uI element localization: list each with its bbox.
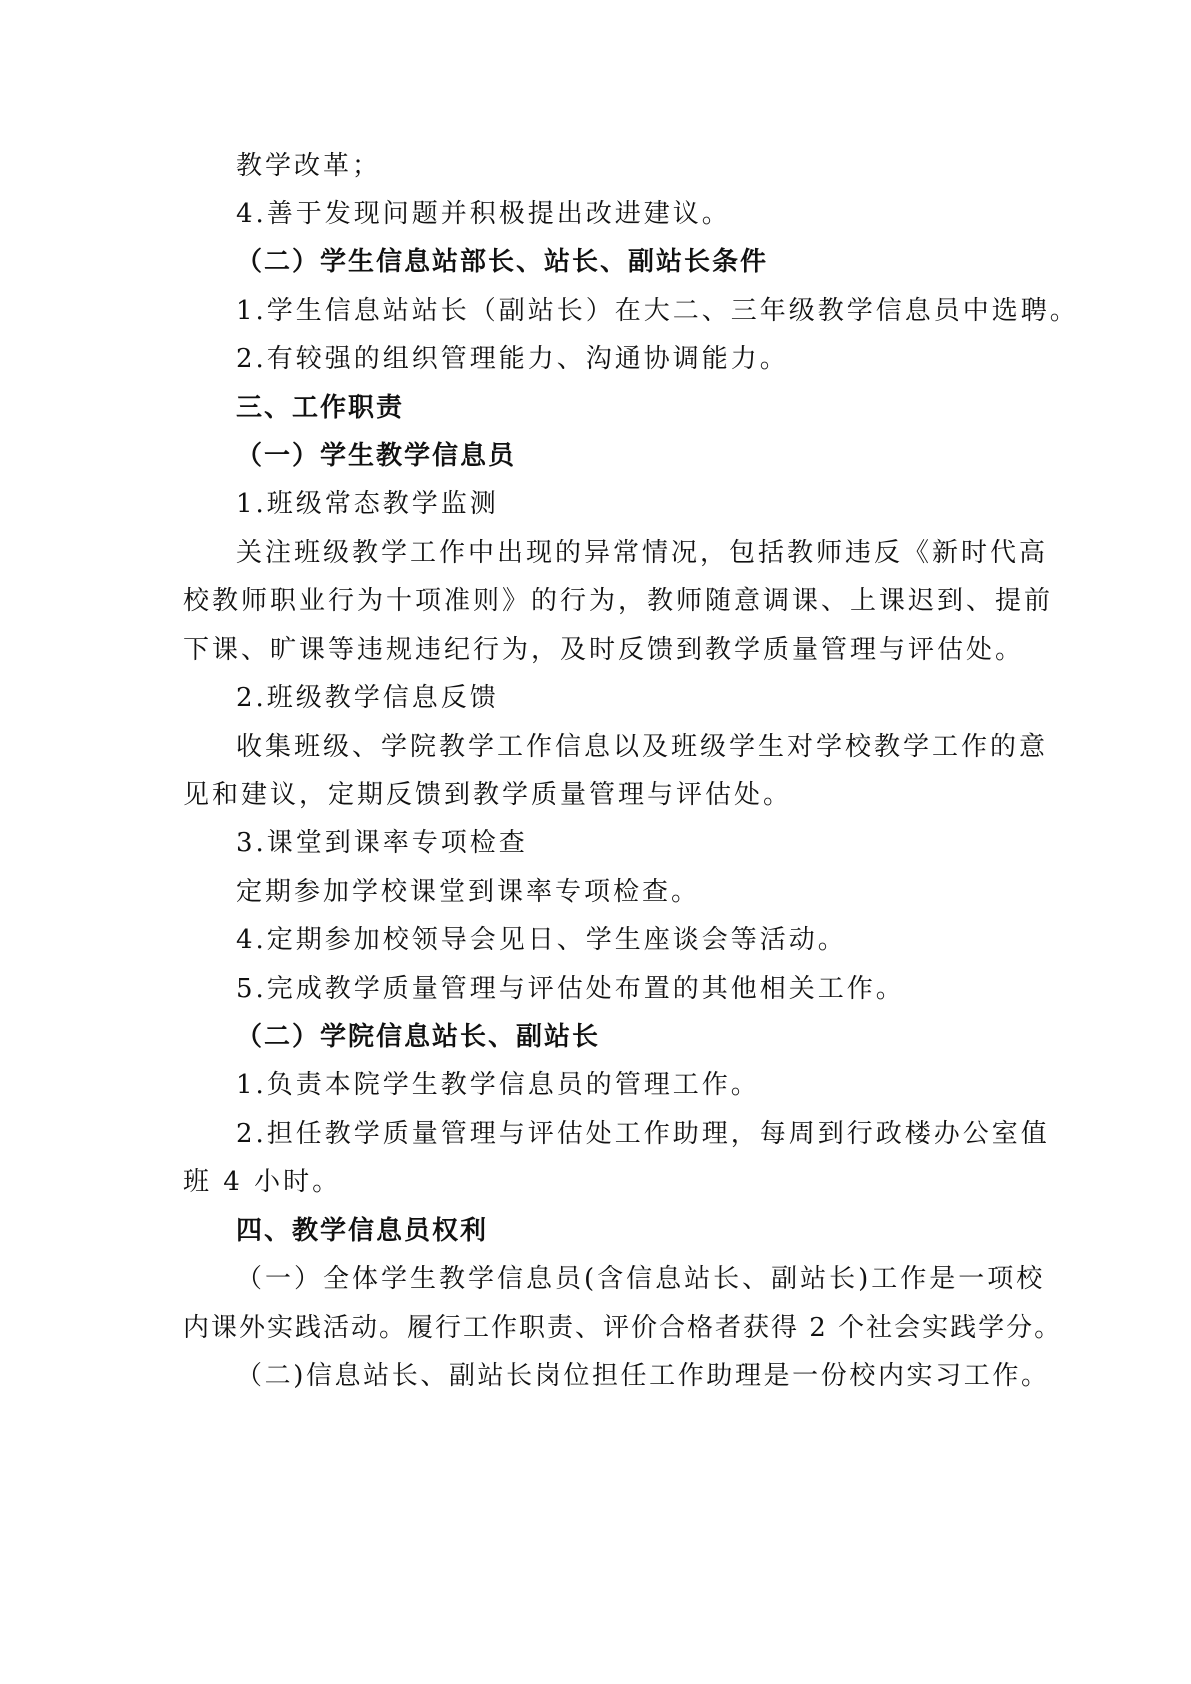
text-line: 收集班级、学院教学工作信息以及班级学生对学校教学工作的意 — [236, 732, 1049, 762]
section-heading: 四、教学信息员权利 — [236, 1216, 489, 1246]
section-heading: 三、工作职责 — [236, 393, 405, 423]
text-line: 校教师职业行为十项准则》的行为，教师随意调课、上课迟到、提前 — [183, 586, 1054, 616]
text-line: 1.班级常态教学监测 — [236, 489, 499, 519]
text-line: 4.善于发现问题并积极提出改进建议。 — [236, 199, 731, 229]
text-line: 3.课堂到课率专项检查 — [236, 828, 528, 858]
text-line: 下课、旷课等违规违纪行为，及时反馈到教学质量管理与评估处。 — [183, 635, 1025, 665]
text-line: 2.担任教学质量管理与评估处工作助理，每周到行政楼办公室值 — [236, 1119, 1050, 1149]
text-line: （一）全体学生教学信息员(含信息站长、副站长)工作是一项校 — [236, 1264, 1046, 1294]
text-line: （二)信息站长、副站长岗位担任工作助理是一份校内实习工作。 — [236, 1361, 1050, 1391]
text-line: 5.完成教学质量管理与评估处布置的其他相关工作。 — [236, 974, 905, 1004]
text-line: 2.有较强的组织管理能力、沟通协调能力。 — [236, 344, 789, 374]
text-line: 内课外实践活动。履行工作职责、评价合格者获得 2 个社会实践学分。 — [183, 1313, 1063, 1343]
text-line: 见和建议，定期反馈到教学质量管理与评估处。 — [183, 780, 793, 810]
text-line: 2.班级教学信息反馈 — [236, 683, 499, 713]
text-line: 班 4 小时。 — [183, 1167, 342, 1197]
text-line: 1.负责本院学生教学信息员的管理工作。 — [236, 1070, 760, 1100]
text-line: 定期参加学校课堂到课率专项检查。 — [236, 877, 701, 907]
section-heading: （二）学生信息站部长、站长、副站长条件 — [236, 247, 769, 277]
text-line: 关注班级教学工作中出现的异常情况，包括教师违反《新时代高 — [236, 538, 1049, 568]
section-heading: （二）学院信息站长、副站长 — [236, 1022, 601, 1052]
text-line: 1.学生信息站站长（副站长）在大二、三年级教学信息员中选聘。 — [236, 296, 1079, 326]
section-heading: （一）学生教学信息员 — [236, 441, 517, 471]
text-line: 教学改革； — [236, 151, 382, 181]
text-line: 4.定期参加校领导会见日、学生座谈会等活动。 — [236, 925, 847, 955]
